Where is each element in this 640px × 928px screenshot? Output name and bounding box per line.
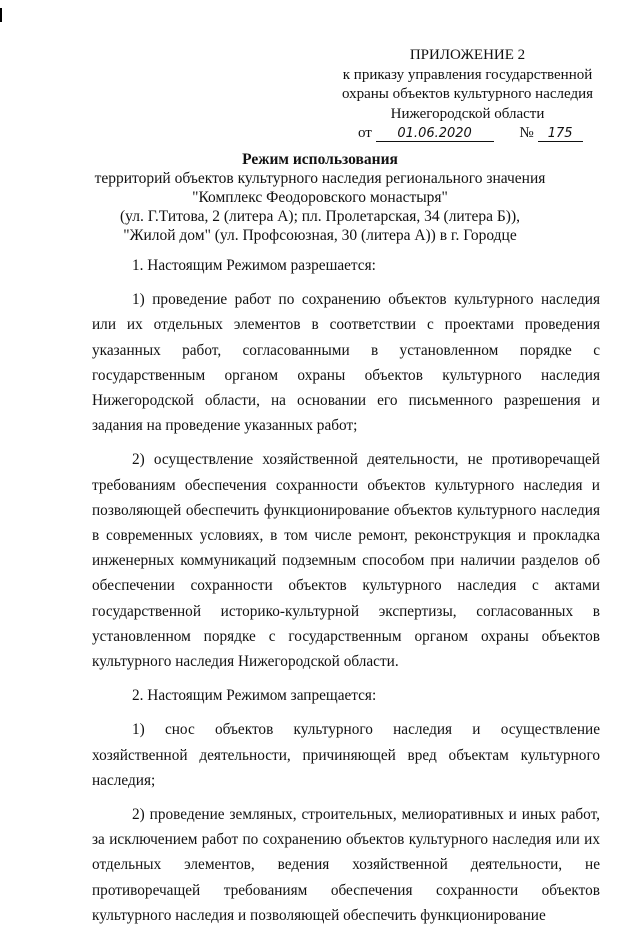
appendix-header [330,46,605,144]
number-label: № [519,125,534,141]
title-line-5: "Жилой дом" (ул. Профсоюзная, 30 (литера А)) в г. Городце [123,227,517,244]
order-date: 01.06.2020 [376,126,494,142]
title-heading: Режим использования [242,151,398,168]
section-1-heading: 1. Настоящим Режимом разрешается: [132,257,376,274]
date-prefix: от [358,125,372,141]
appendix-region: Нижегородской области [390,105,545,122]
section-2-item-2: 2) проведение земляных, строительных, мелиоративных и иных работ, за исключением работ по сохранению объектов культурного наследия или их отдельных элементов, ведения хозяйственной деятельности, не противоречащей требованиям обеспечения сохранности объектов культурного наследия и позволяющей обеспечить функционирование [92,806,600,924]
order-date-line [330,124,605,144]
section-1-item-2: 2) осуществление хозяйственной деятельности, не противоречащей требованиям обеспечения сохранности объектов культурного наследия и позволяющей обеспечить функционирование объектов культурного наследия в современных условиях, в том числе ремонт, реконструкция и прокладка инженерных коммуникаций подземным способом при наличии разделов об обеспечении сохранности объектов культурного наследия с актами государственной историко-культурной экспертизы, согласованных в установленном порядке с государственным органом охраны объектов культурного наследия Нижегородской области. [92,451,600,671]
appendix-order-ref-2: охраны объектов культурного наследия [341,86,594,102]
title-line-2: территорий объектов культурного наследия регионального значения [94,170,546,187]
title-line-4: (ул. Г.Титова, 2 (литера А); пл. Пролетарская, 34 (литера Б)), [120,208,520,225]
document-body [92,253,600,928]
order-number: 175 [538,126,583,142]
appendix-number: ПРИЛОЖЕНИЕ 2 [409,47,526,63]
section-1-item-1: 1) проведение работ по сохранению объектов культурного наследия или их отдельных элементов в соответствии с проектами проведения указанных работ, согласованными в установленном порядке с государственным органом охраны объектов культурного наследия Нижегородской области, на основании его письменного разрешения и задания на проведение указанных работ; [92,291,600,435]
appendix-order-ref: к приказу управления государственной [342,66,593,83]
title-line-3: "Комплекс Феодоровского монастыря" [192,189,448,206]
section-2-heading: 2. Настоящим Режимом запрещается: [132,687,377,705]
scan-edge-mark [0,8,2,22]
document-title [0,150,640,245]
section-2-item-1: 1) снос объектов культурного наследия и осуществление хозяйственной деятельности, причиняющей вред объектам культурного наследия; [92,721,600,789]
